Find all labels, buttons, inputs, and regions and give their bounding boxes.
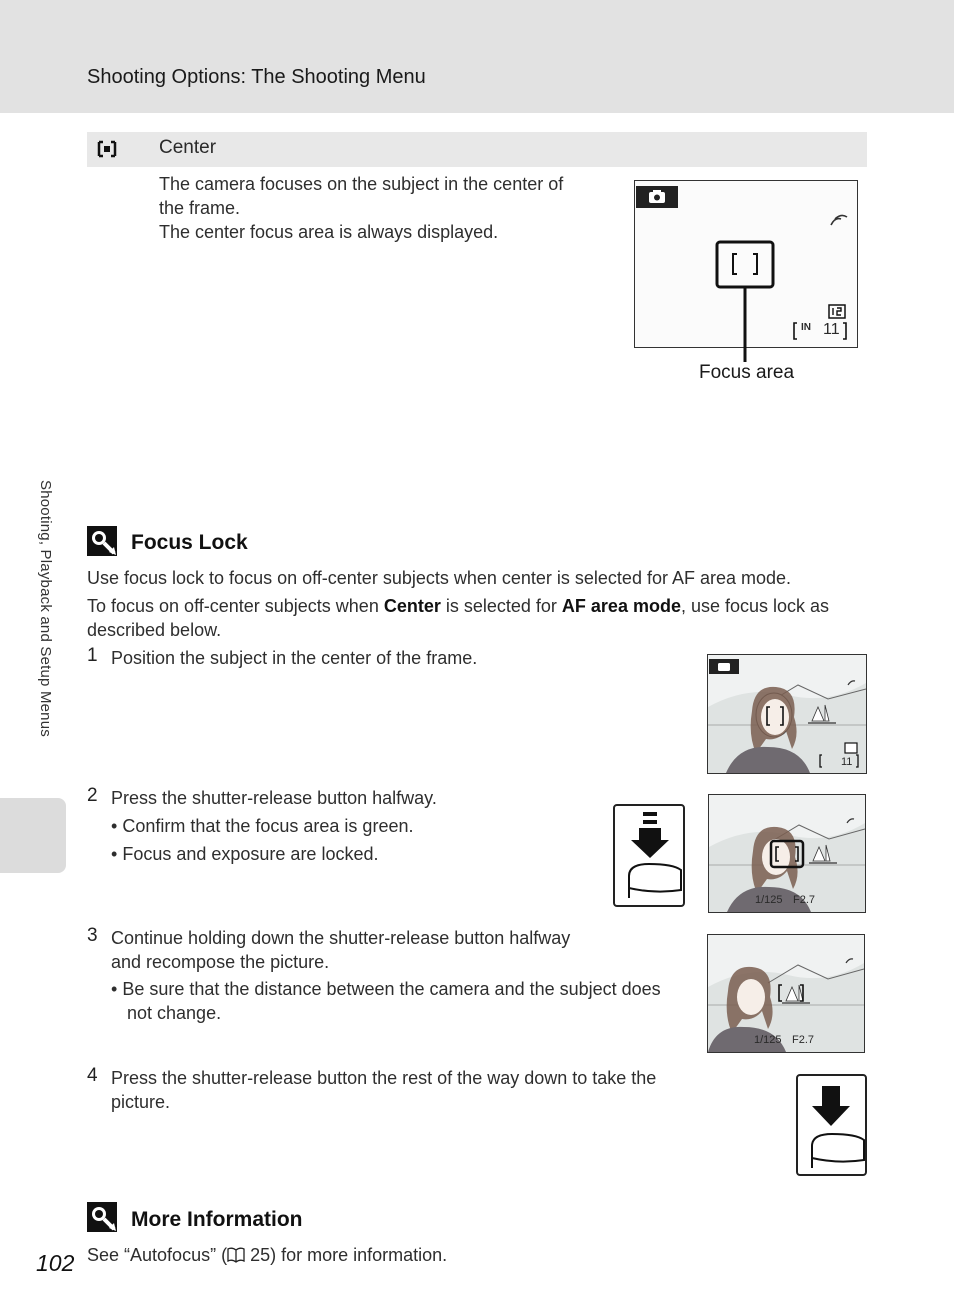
page-header-title: Shooting Options: The Shooting Menu (87, 66, 426, 88)
more-information-text: See “Autofocus” ( 25) for more information. (87, 1245, 448, 1265)
step-3-bullet-1: • Be sure that the distance between the camera and the subject does not change. (111, 979, 661, 1023)
step-3-aperture: F2.7 (792, 1034, 815, 1046)
step-4-text: Press the shutter-release button the rest of the way down to take the picture. (111, 1068, 657, 1112)
focus-lock-heading: Focus Lock (131, 531, 248, 554)
center-option-label: Center (159, 137, 217, 158)
vibration-reduction-icon (831, 215, 847, 225)
half-press-illustration (613, 804, 685, 907)
step-3-text: Continue holding down the shutter-release button halfway and recompose the picture. (111, 928, 571, 972)
step-3-number: 3 (87, 925, 98, 946)
header-band (0, 0, 954, 113)
page-number: 102 (36, 1250, 75, 1276)
step-2-bullet-2: • Focus and exposure are locked. (111, 844, 379, 864)
center-af-area-icon (96, 138, 118, 160)
callout-line (740, 286, 750, 362)
step-4-number: 4 (87, 1065, 98, 1086)
internal-memory-indicator: IN (801, 322, 811, 333)
sidebar-tab-marker (0, 798, 66, 873)
sidebar-section-label: Shooting, Playback and Setup Menus (37, 480, 54, 737)
focus-area-bracket (717, 242, 773, 287)
book-reference-icon (227, 1247, 245, 1263)
step-1-number: 1 (87, 645, 98, 666)
note-magnifier-icon (87, 1202, 117, 1232)
step-2-shutter-speed: 1/125 (755, 894, 783, 906)
step-2-photo (708, 794, 866, 913)
step-2-number: 2 (87, 785, 98, 806)
step-3-photo (707, 934, 865, 1053)
more-information-heading: More Information (131, 1208, 303, 1231)
step-3-shutter-speed: 1/125 (754, 1034, 782, 1046)
exposures-remaining: 11 (823, 321, 840, 338)
focus-lock-intro: Use focus lock to focus on off-center subjects when center is selected for AF area mode. (87, 568, 792, 588)
step-1-remaining: 11 (841, 756, 853, 768)
step-2-aperture: F2.7 (793, 894, 816, 906)
center-description: The camera focuses on the subject in the center of the frame. The center focus area is always displayed. (159, 174, 564, 242)
full-press-illustration (796, 1074, 867, 1176)
focus-area-callout: Focus area (699, 362, 795, 383)
focus-lock-paragraph: To focus on off-center subjects when Center is selected for AF area mode, use focus lock as described below. (87, 596, 830, 640)
note-magnifier-icon (87, 526, 117, 556)
step-1-text: Position the subject in the center of the frame. (111, 648, 478, 668)
step-2-text: Press the shutter-release button halfway. (111, 788, 437, 808)
step-2-bullet-1: • Confirm that the focus area is green. (111, 816, 414, 836)
step-1-photo (707, 654, 867, 774)
